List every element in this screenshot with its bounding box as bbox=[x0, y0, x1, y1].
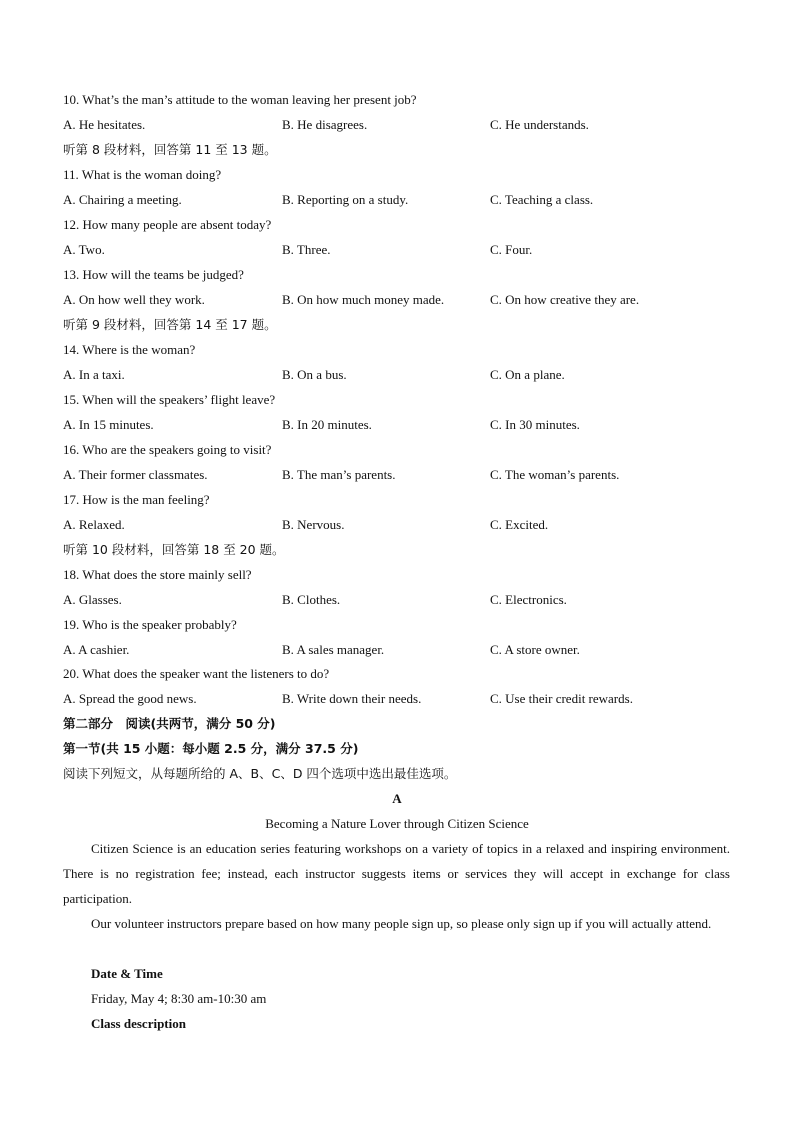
section1-title: 第一节(共 15 小题：每小题 2.5 分，满分 37.5 分) bbox=[63, 741, 359, 756]
question-17: 17. How is the man feeling? bbox=[63, 492, 210, 507]
passage-title: Becoming a Nature Lover through Citizen Science bbox=[265, 816, 529, 831]
option-10b: B. He disagrees. bbox=[282, 117, 368, 132]
option-12a: A. Two. bbox=[63, 242, 105, 257]
option-13a: A. On how well they work. bbox=[63, 292, 205, 307]
option-19c: C. A store owner. bbox=[490, 642, 580, 657]
date-time-value: Friday, May 4; 8:30 am-10:30 am bbox=[91, 991, 267, 1006]
option-16c: C. The woman’s parents. bbox=[490, 467, 620, 482]
option-14c: C. On a plane. bbox=[490, 367, 565, 382]
date-time-heading: Date & Time bbox=[91, 966, 163, 981]
section1-directions: 阅读下列短文，从每题所给的 A、B、C、D 四个选项中选出最佳选项。 bbox=[63, 766, 457, 781]
passage-paragraph-2: Our volunteer instructors prepare based on how many people sign up, so please only sign up if you will actually attend. bbox=[91, 916, 712, 931]
option-18a: A. Glasses. bbox=[63, 592, 122, 607]
option-18c: C. Electronics. bbox=[490, 592, 567, 607]
option-19b: B. A sales manager. bbox=[282, 642, 385, 657]
option-11b: B. Reporting on a study. bbox=[282, 192, 409, 207]
option-13b: B. On how much money made. bbox=[282, 292, 445, 307]
option-16b: B. The man’s parents. bbox=[282, 467, 396, 482]
option-12b: B. Three. bbox=[282, 242, 331, 257]
option-10c: C. He understands. bbox=[490, 117, 589, 132]
option-17a: A. Relaxed. bbox=[63, 517, 125, 532]
option-14a: A. In a taxi. bbox=[63, 367, 125, 382]
part2-title: 第二部分 阅读(共两节，满分 50 分) bbox=[63, 716, 276, 731]
option-13c: C. On how creative they are. bbox=[490, 292, 640, 307]
passage-paragraph-1: Citizen Science is an education series featuring workshops on a variety of topics in a relaxed and inspiring environment. There is no registration fee; instead, each instructor suggests items or services they will accept in exchange for class participation. bbox=[63, 841, 730, 906]
passage-letter: A bbox=[392, 791, 402, 806]
question-13: 13. How will the teams be judged? bbox=[63, 267, 244, 282]
option-15a: A. In 15 minutes. bbox=[63, 417, 154, 432]
class-description-heading: Class description bbox=[91, 1016, 186, 1031]
option-10a: A. He hesitates. bbox=[63, 117, 146, 132]
option-14b: B. On a bus. bbox=[282, 367, 347, 382]
option-20a: A. Spread the good news. bbox=[63, 691, 197, 706]
option-17b: B. Nervous. bbox=[282, 517, 345, 532]
option-11a: A. Chairing a meeting. bbox=[63, 192, 182, 207]
option-20c: C. Use their credit rewards. bbox=[490, 691, 633, 706]
option-11c: C. Teaching a class. bbox=[490, 192, 594, 207]
instruction-seg10: 听第 10 段材料，回答第 18 至 20 题。 bbox=[63, 542, 285, 557]
question-20: 20. What does the speaker want the listeners to do? bbox=[63, 666, 330, 681]
question-15: 15. When will the speakers’ flight leave? bbox=[63, 392, 276, 407]
question-14: 14. Where is the woman? bbox=[63, 342, 196, 357]
question-18: 18. What does the store mainly sell? bbox=[63, 567, 252, 582]
question-19: 19. Who is the speaker probably? bbox=[63, 617, 237, 632]
question-11: 11. What is the woman doing? bbox=[63, 167, 222, 182]
question-16: 16. Who are the speakers going to visit? bbox=[63, 442, 272, 457]
option-18b: B. Clothes. bbox=[282, 592, 341, 607]
question-12: 12. How many people are absent today? bbox=[63, 217, 272, 232]
option-17c: C. Excited. bbox=[490, 517, 549, 532]
option-20b: B. Write down their needs. bbox=[282, 691, 422, 706]
instruction-seg9: 听第 9 段材料，回答第 14 至 17 题。 bbox=[63, 317, 277, 332]
option-15b: B. In 20 minutes. bbox=[282, 417, 372, 432]
question-10: 10. What’s the man’s attitude to the woman leaving her present job? bbox=[63, 92, 417, 107]
option-12c: C. Four. bbox=[490, 242, 533, 257]
option-19a: A. A cashier. bbox=[63, 642, 130, 657]
instruction-seg8: 听第 8 段材料，回答第 11 至 13 题。 bbox=[63, 142, 277, 157]
option-16a: A. Their former classmates. bbox=[63, 467, 208, 482]
option-15c: C. In 30 minutes. bbox=[490, 417, 580, 432]
